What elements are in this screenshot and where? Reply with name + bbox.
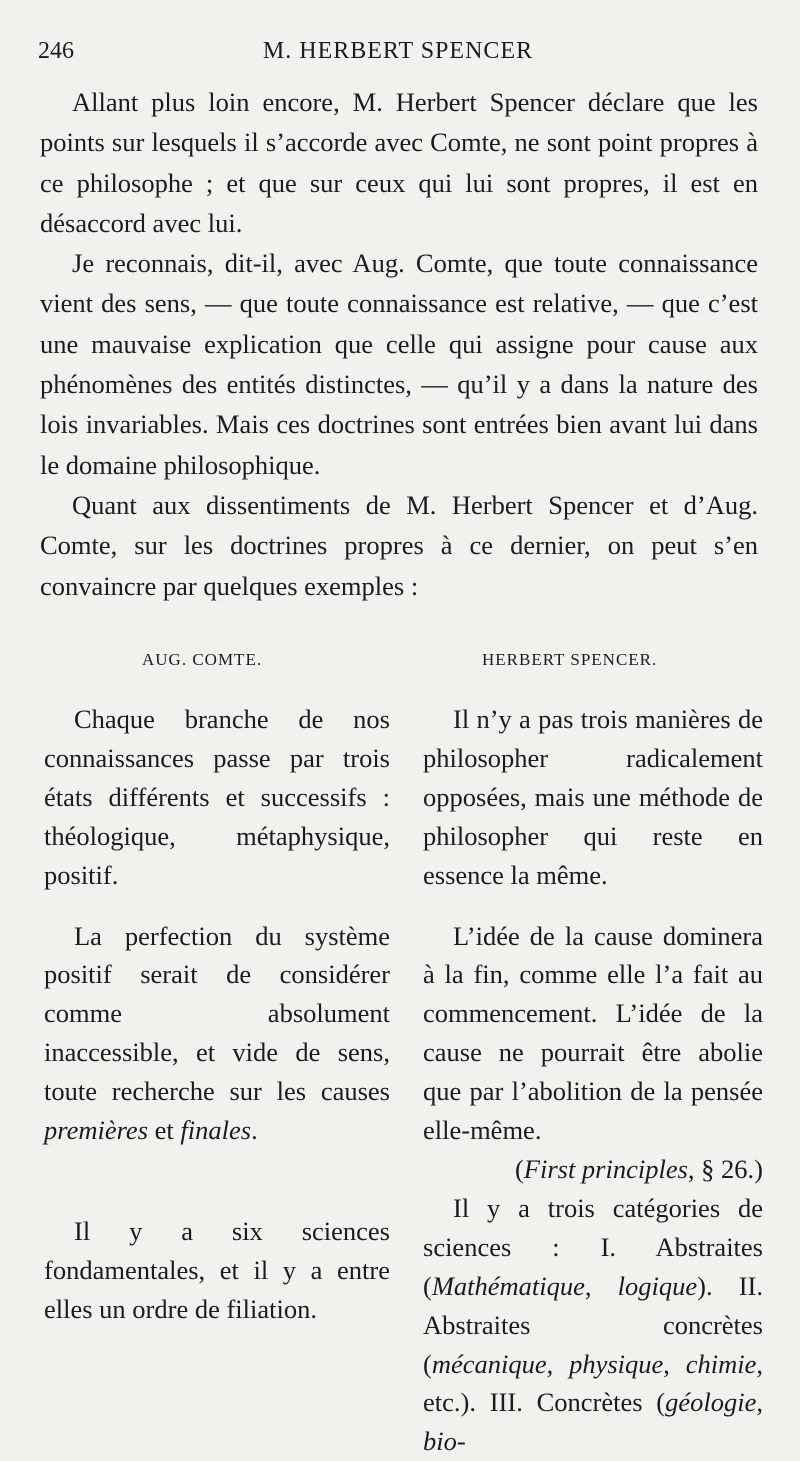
page-number: 246 [38,38,74,64]
spencer-p3-em-6: géologie [665,1387,757,1418]
spencer-p3-sep-a: , [584,1270,618,1301]
spencer-p3-em-2: logique [617,1270,698,1301]
comte-p2-end: . [251,1115,258,1146]
comte-p2-em-premieres: premières [44,1115,149,1146]
spencer-p3-sep-b: ). II. Abstraites concrètes ( [423,1270,763,1379]
comte-paragraph-1: Chaque branche de nos connaissances passe par trois états différents et successifs : théologique, métaphysique, positif. [44,704,390,890]
comte-p2-text: La perfection du système positif serait de considérer comme absolument inaccessible, et vide de sens, toute recherche sur les causes [44,920,390,1107]
cite-ref: , § 26.) [687,1153,763,1184]
paragraph-3: Quant aux dissentiments de M. Herbert Spencer et d’Aug. Comte, sur les doctrines propres à ce dernier, on peut s’en convaincre par quelques exemples : [40,489,758,601]
running-head: M. HERBERT SPENCER [262,38,534,64]
column-head-comte: AUG. COMTE. [142,650,263,669]
body-text [40,82,758,606]
page-header [38,38,758,74]
cite-title: First principles [523,1153,688,1184]
comte-paragraph-3: Il y a six sciences fondamentales, et il y a entre elles un ordre de filiation. [44,1215,390,1324]
spencer-p3-sep-e: , etc.). III. Concrètes ( [423,1348,763,1418]
cite-open: ( [514,1153,524,1184]
spencer-paragraph-3 [423,1189,763,1461]
spencer-p3-text: Il y a trois catégories de sciences : I. Abstraites ( [423,1192,763,1301]
column-head-spencer: HERBERT SPENCER. [482,650,658,669]
spencer-p3-sep-f: , [756,1387,763,1418]
paragraph-1: Allant plus loin encore, M. Herbert Spencer déclare que les points sur lesquels il s’accorde avec Comte, ne sont point propres à ce philosophe ; et que sur ceux qui lui sont propres, il est en désaccord avec lui. [40,87,758,238]
spencer-p3-em-5: chimie [685,1348,757,1379]
comte-p2-em-finales: finales [180,1115,252,1146]
comte-p2-and: et [148,1115,181,1146]
spencer-p3-em-4: physique [569,1348,664,1379]
spencer-paragraph-2: L’idée de la cause dominera à la fin, comme elle l’a fait au commencement. L’idée de la cause ne pourrait être abolie que par l’abolition de la pensée elle-même. [423,920,763,1146]
column-comte [44,700,390,1329]
comte-paragraph-2 [44,917,390,1150]
column-spencer [423,700,763,1461]
spencer-paragraph-1: Il n’y a pas trois manières de philosopher radicalement opposées, mais une méthode de philosopher qui reste en essence la même. [423,704,763,890]
spencer-p3-em-1: Mathématique [431,1270,585,1301]
spencer-p3-em-7: bio- [423,1426,466,1457]
spencer-p3-sep-d: , [663,1348,686,1379]
paragraph-2: Je reconnais, dit-il, avec Aug. Comte, que toute connaissance vient des sens, — que toute connaissance est relative, — que c’est une mauvaise explication que celle qui assigne pour cause aux phénomènes des entités distinctes, — qu’il y a dans la nature des lois invariables. Mais ces doctrines sont entrées bien avant lui dans le domaine philosophique. [40,248,758,480]
spencer-p3-em-3: mécanique [431,1348,547,1379]
spencer-citation [423,1150,763,1189]
spencer-p3-sep-c: , [546,1348,570,1379]
